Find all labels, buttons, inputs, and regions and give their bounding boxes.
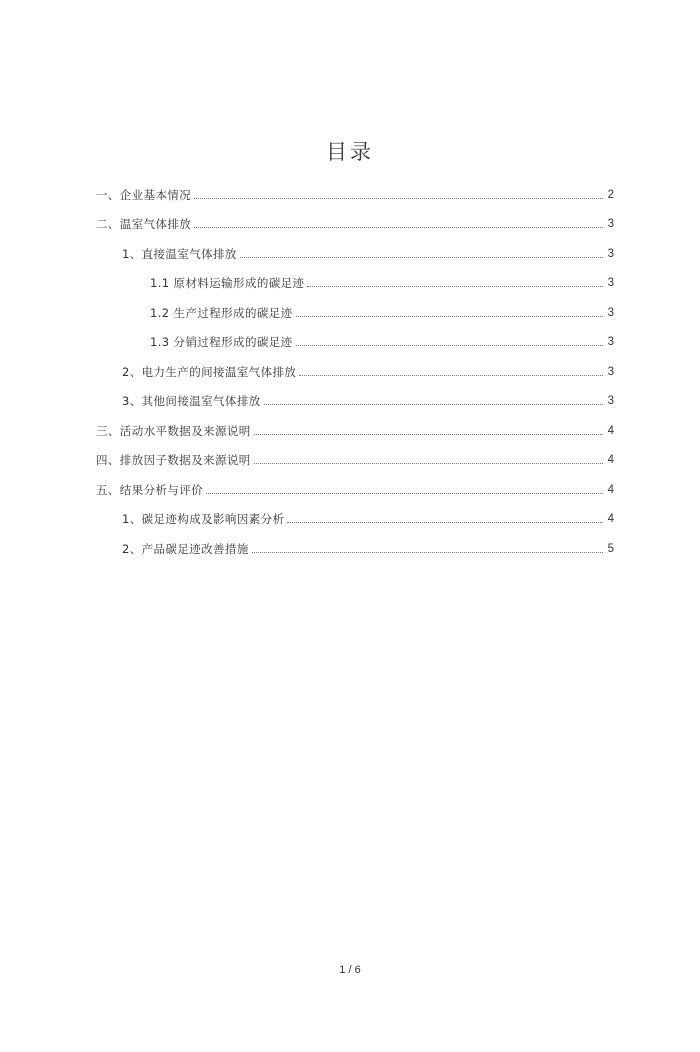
toc-page-number[interactable]: 4	[607, 483, 614, 496]
toc-page-number[interactable]: 2	[607, 188, 614, 201]
toc-page-number[interactable]: 3	[607, 336, 614, 348]
toc-page-number[interactable]: 4	[607, 454, 614, 466]
toc-entry[interactable]	[96, 349, 614, 379]
toc-dot-leader	[254, 433, 603, 435]
toc-title: 目录	[326, 140, 374, 164]
toc-entry[interactable]	[96, 497, 614, 527]
toc-page-number[interactable]: 3	[607, 365, 614, 378]
toc-entry[interactable]	[96, 408, 614, 438]
table-of-contents	[96, 172, 614, 556]
toc-entry-text[interactable]: 2、电力生产的间接温室气体排放	[122, 364, 297, 379]
toc-dot-leader	[307, 285, 603, 287]
toc-entry[interactable]	[96, 231, 614, 261]
toc-page-number[interactable]: 5	[607, 542, 614, 555]
toc-page-number[interactable]: 3	[607, 395, 614, 407]
toc-dot-leader	[206, 492, 603, 494]
toc-dot-leader	[252, 551, 603, 553]
toc-entry-text[interactable]: 四、排放因子数据及来源说明	[96, 453, 251, 467]
toc-dot-leader	[299, 374, 603, 376]
toc-page-number[interactable]: 4	[607, 424, 614, 437]
toc-page-number[interactable]: 3	[607, 247, 614, 260]
toc-entry-text[interactable]: 1、碳足迹构成及影响因素分析	[122, 512, 285, 526]
toc-entry[interactable]	[96, 290, 614, 320]
toc-entry-text[interactable]: 二、温室气体排放	[96, 217, 192, 231]
toc-entry-text[interactable]: 3、其他间接温室气体排放	[122, 394, 261, 408]
toc-entry-text[interactable]: 五、结果分析与评价	[96, 482, 204, 497]
toc-entry-text[interactable]: 三、活动水平数据及来源说明	[96, 423, 251, 438]
toc-dot-leader	[240, 256, 603, 258]
toc-dot-leader	[296, 315, 603, 317]
toc-entry-text[interactable]: 1、直接温室气体排放	[122, 246, 237, 261]
toc-entry-text[interactable]: 一、企业基本情况	[96, 187, 192, 202]
toc-entry-text[interactable]: 1.3 分销过程形成的碳足迹	[150, 335, 293, 349]
toc-entry[interactable]	[96, 379, 614, 409]
toc-entry[interactable]	[96, 438, 614, 468]
toc-entry[interactable]	[96, 467, 614, 497]
toc-entry[interactable]	[96, 526, 614, 556]
toc-entry-text[interactable]: 1.2 生产过程形成的碳足迹	[150, 305, 293, 320]
toc-entry[interactable]	[96, 261, 614, 291]
page-number-footer: 1 / 6	[339, 964, 361, 976]
toc-entry[interactable]	[96, 172, 614, 202]
toc-page-number[interactable]: 3	[607, 218, 614, 230]
toc-dot-leader	[194, 197, 603, 199]
toc-entry[interactable]	[96, 202, 614, 232]
toc-entry[interactable]	[96, 320, 614, 350]
toc-entry-text[interactable]: 1.1 原材料运输形成的碳足迹	[150, 276, 305, 290]
toc-page-number[interactable]: 3	[607, 306, 614, 319]
toc-entry-text[interactable]: 2、产品碳足迹改善措施	[122, 541, 249, 556]
toc-dot-leader	[296, 344, 603, 346]
toc-dot-leader	[264, 403, 603, 405]
toc-dot-leader	[254, 462, 603, 464]
toc-page-number[interactable]: 4	[607, 513, 614, 525]
toc-page-number[interactable]: 3	[607, 277, 614, 289]
toc-dot-leader	[287, 521, 603, 523]
toc-dot-leader	[194, 226, 603, 228]
